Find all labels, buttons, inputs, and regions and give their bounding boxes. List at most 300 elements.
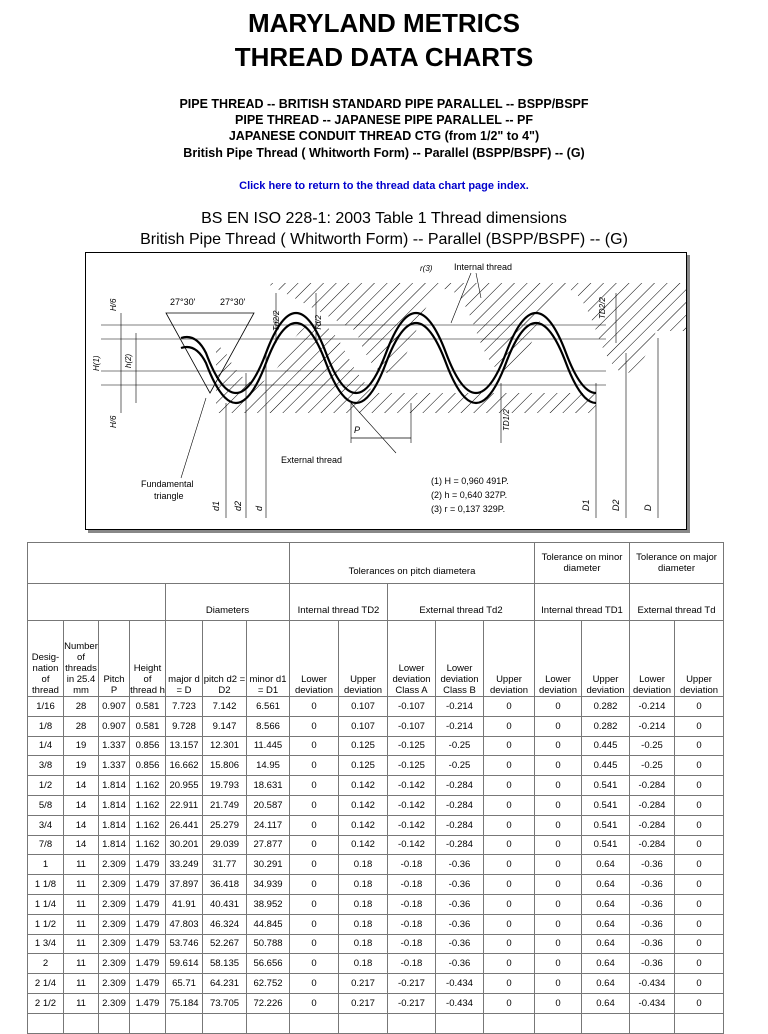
- label-H1: H(1): [92, 355, 101, 371]
- table-cell: 19: [64, 756, 99, 776]
- table-cell: -0.142: [388, 776, 436, 796]
- table-cell: -0.36: [436, 954, 484, 974]
- table-cell: 0.142: [339, 815, 388, 835]
- table-cell: 0: [675, 855, 724, 875]
- table-cell: 0: [675, 934, 724, 954]
- table-cell: 75.184: [166, 993, 203, 1013]
- table-cell: 0: [484, 716, 535, 736]
- table-cell: -0.18: [388, 914, 436, 934]
- table-cell: 1.337: [99, 756, 130, 776]
- table-cell: 0.64: [582, 855, 630, 875]
- table-cell: 1.814: [99, 815, 130, 835]
- note-h: (2) h = 0,640 327P.: [431, 490, 508, 500]
- table-cell: 1.479: [130, 875, 166, 895]
- col-lower-class-b: Lower deviation Class B: [436, 621, 484, 697]
- table-cell: 13.157: [166, 736, 203, 756]
- table-cell: 0: [290, 934, 339, 954]
- header-internal-td1: Internal thread TD1: [535, 584, 630, 621]
- table-cell: 1/16: [28, 697, 64, 717]
- table-cell: -0.284: [436, 835, 484, 855]
- thread-profile-diagram: [85, 252, 687, 530]
- table-cell: 0.64: [582, 875, 630, 895]
- table-cell: 0: [535, 776, 582, 796]
- table-cell: -0.25: [630, 736, 675, 756]
- thread-dimensions-table: [27, 542, 724, 1034]
- table-cell: 0: [290, 835, 339, 855]
- label-angle-right: 27°30': [220, 297, 246, 307]
- table-cell: 58.135: [203, 954, 247, 974]
- table-cell: 1 1/8: [28, 875, 64, 895]
- table-cell: 53.746: [166, 934, 203, 954]
- table-cell: -0.284: [630, 776, 675, 796]
- table-cell: 0.217: [339, 993, 388, 1013]
- table-cell: -0.107: [388, 697, 436, 717]
- label-h2: h(2): [124, 353, 133, 368]
- table-cell: 0.18: [339, 875, 388, 895]
- table-cell: 1 1/4: [28, 894, 64, 914]
- label-d2: d2: [233, 500, 243, 511]
- table-row: [28, 1013, 724, 1033]
- table-cell: 46.324: [203, 914, 247, 934]
- col-ext-td2-upper: Upper deviation: [484, 621, 535, 697]
- table-cell: 5/8: [28, 795, 64, 815]
- table-cell: 19.793: [203, 776, 247, 796]
- table-cell: 0: [290, 855, 339, 875]
- table-cell: 56.656: [247, 954, 290, 974]
- table-cell: 59.614: [166, 954, 203, 974]
- table-row: [28, 875, 724, 895]
- table-cell: 0: [290, 776, 339, 796]
- table-cell: 11: [64, 914, 99, 934]
- table-cell: -0.214: [436, 697, 484, 717]
- table-cell: 11: [64, 993, 99, 1013]
- table-cell: 0: [484, 795, 535, 815]
- table-cell: -0.36: [436, 894, 484, 914]
- table-cell: 0.18: [339, 855, 388, 875]
- table-cell: 0: [675, 835, 724, 855]
- table-cell: -0.214: [436, 716, 484, 736]
- table-row: [28, 716, 724, 736]
- table-cell: 22.911: [166, 795, 203, 815]
- table-cell: 3/8: [28, 756, 64, 776]
- table-cell: 50.788: [247, 934, 290, 954]
- table-cell: [535, 1013, 582, 1033]
- table-cell: -0.36: [630, 875, 675, 895]
- table-cell: 0: [484, 894, 535, 914]
- label-pitch-p: P: [354, 425, 361, 435]
- col-td-lower: Lower deviation: [630, 621, 675, 697]
- table-cell: 1/8: [28, 716, 64, 736]
- table-cell: -0.36: [630, 914, 675, 934]
- label-td2-half: Td2/2: [272, 310, 281, 331]
- table-cell: 14: [64, 795, 99, 815]
- col-td1-lower: Lower deviation: [535, 621, 582, 697]
- table-cell: 1.479: [130, 934, 166, 954]
- label-TD2-half: TD2/2: [598, 297, 607, 319]
- table-cell: [247, 1013, 290, 1033]
- table-cell: 1.479: [130, 914, 166, 934]
- table-cell: 0: [535, 736, 582, 756]
- table-cell: 11: [64, 894, 99, 914]
- table-cell: 11: [64, 974, 99, 994]
- section-heading-form: British Pipe Thread ( Whitworth Form) -- Parallel (BSPP/BSPF) -- (G): [140, 231, 628, 248]
- subtitle-bspp: PIPE THREAD -- BRITISH STANDARD PIPE PARALLEL -- BSPP/BSPF: [179, 97, 589, 111]
- table-cell: 0: [290, 795, 339, 815]
- table-cell: [203, 1013, 247, 1033]
- table-cell: 0: [484, 835, 535, 855]
- page-title-line1: MARYLAND METRICS: [247, 8, 521, 38]
- table-cell: 9.147: [203, 716, 247, 736]
- label-d1: d1: [211, 500, 221, 511]
- table-cell: -0.142: [388, 835, 436, 855]
- table-row: [28, 736, 724, 756]
- table-row: [28, 776, 724, 796]
- table-cell: 2 1/2: [28, 993, 64, 1013]
- table-cell: 0: [484, 815, 535, 835]
- table-row: [28, 954, 724, 974]
- subtitle-whitworth: British Pipe Thread ( Whitworth Form) -- Parallel (BSPP/BSPF) -- (G): [183, 146, 585, 160]
- table-cell: 11: [64, 855, 99, 875]
- label-r3: r(3): [420, 264, 433, 273]
- table-cell: -0.25: [630, 756, 675, 776]
- table-cell: 0: [290, 736, 339, 756]
- table-cell: 0: [290, 756, 339, 776]
- table-cell: -0.284: [630, 835, 675, 855]
- table-cell: 1.337: [99, 736, 130, 756]
- table-cell: -0.36: [630, 954, 675, 974]
- table-cell: 0: [484, 875, 535, 895]
- table-row: [28, 756, 724, 776]
- table-cell: -0.25: [436, 756, 484, 776]
- table-cell: 0.856: [130, 756, 166, 776]
- table-cell: -0.434: [630, 993, 675, 1013]
- table-cell: 0: [675, 795, 724, 815]
- table-cell: -0.142: [388, 815, 436, 835]
- table-cell: 0: [535, 993, 582, 1013]
- table-cell: 2 1/4: [28, 974, 64, 994]
- table-cell: -0.18: [388, 934, 436, 954]
- table-cell: 0: [675, 756, 724, 776]
- label-triangle: triangle: [154, 491, 184, 501]
- table-cell: -0.18: [388, 954, 436, 974]
- table-cell: 14: [64, 835, 99, 855]
- table-cell: -0.434: [436, 993, 484, 1013]
- table-cell: 0.142: [339, 776, 388, 796]
- table-row: [28, 974, 724, 994]
- table-cell: -0.284: [630, 795, 675, 815]
- table-cell: 0.856: [130, 736, 166, 756]
- page-title-line2: THREAD DATA CHARTS: [234, 42, 534, 72]
- table-cell: 0: [675, 993, 724, 1013]
- table-row: [28, 815, 724, 835]
- table-cell: 0.581: [130, 697, 166, 717]
- table-cell: 11: [64, 934, 99, 954]
- label-td-half: Td/2: [314, 314, 323, 331]
- table-row: [28, 855, 724, 875]
- header-blank-2: [28, 584, 166, 621]
- table-cell: 6.561: [247, 697, 290, 717]
- table-cell: -0.434: [630, 974, 675, 994]
- table-cell: [388, 1013, 436, 1033]
- table-cell: 0.18: [339, 894, 388, 914]
- label-D: D: [643, 504, 653, 511]
- table-cell: 1.479: [130, 954, 166, 974]
- table-cell: 0.541: [582, 815, 630, 835]
- table-cell: 44.845: [247, 914, 290, 934]
- table-header-columns-row: [28, 621, 724, 697]
- table-cell: 52.267: [203, 934, 247, 954]
- table-cell: 0: [484, 756, 535, 776]
- label-internal-thread: Internal thread: [454, 262, 513, 272]
- table-cell: 2.309: [99, 875, 130, 895]
- table-cell: 20.587: [247, 795, 290, 815]
- table-cell: [130, 1013, 166, 1033]
- table-cell: -0.142: [388, 795, 436, 815]
- table-cell: 0.107: [339, 716, 388, 736]
- label-h6-top: H/6: [109, 298, 118, 311]
- table-cell: 0.541: [582, 776, 630, 796]
- table-cell: 1.162: [130, 795, 166, 815]
- label-d: d: [254, 505, 264, 511]
- table-cell: 30.291: [247, 855, 290, 875]
- label-angle-left: 27°30': [170, 297, 196, 307]
- thread-index-link[interactable]: Click here to return to the thread data chart page index.: [239, 180, 529, 192]
- table-cell: 0.581: [130, 716, 166, 736]
- table-cell: 0: [290, 716, 339, 736]
- table-cell: 0.18: [339, 914, 388, 934]
- table-cell: -0.36: [630, 934, 675, 954]
- table-cell: [484, 1013, 535, 1033]
- table-cell: 1.814: [99, 795, 130, 815]
- table-row: [28, 934, 724, 954]
- table-cell: 29.039: [203, 835, 247, 855]
- table-cell: 7.723: [166, 697, 203, 717]
- table-cell: 18.631: [247, 776, 290, 796]
- table-cell: 11: [64, 875, 99, 895]
- table-cell: -0.214: [630, 716, 675, 736]
- table-cell: -0.125: [388, 736, 436, 756]
- table-cell: 0: [675, 974, 724, 994]
- subtitle-pf: PIPE THREAD -- JAPANESE PIPE PARALLEL -- PF: [235, 113, 533, 127]
- table-cell: 47.803: [166, 914, 203, 934]
- table-cell: [436, 1013, 484, 1033]
- table-cell: 0.907: [99, 697, 130, 717]
- table-cell: -0.25: [436, 736, 484, 756]
- table-cell: 0: [484, 934, 535, 954]
- table-cell: 14.95: [247, 756, 290, 776]
- table-cell: 0: [484, 954, 535, 974]
- table-cell: 0: [290, 993, 339, 1013]
- header-diameters: Diameters: [166, 584, 290, 621]
- label-D2: D2: [611, 499, 621, 511]
- table-cell: 1.814: [99, 776, 130, 796]
- table-cell: 0: [675, 736, 724, 756]
- thread-profile-svg: [86, 253, 686, 529]
- table-cell: 2.309: [99, 855, 130, 875]
- table-cell: 1 3/4: [28, 934, 64, 954]
- table-cell: 7.142: [203, 697, 247, 717]
- table-cell: 1.479: [130, 855, 166, 875]
- table-cell: 0: [484, 776, 535, 796]
- table-cell: 1.479: [130, 974, 166, 994]
- table-cell: 9.728: [166, 716, 203, 736]
- table-cell: 0: [484, 974, 535, 994]
- table-cell: 0.64: [582, 954, 630, 974]
- table-cell: 30.201: [166, 835, 203, 855]
- table-cell: 0: [484, 914, 535, 934]
- table-cell: -0.18: [388, 875, 436, 895]
- table-cell: -0.434: [436, 974, 484, 994]
- table-cell: 0.64: [582, 914, 630, 934]
- table-cell: 0: [290, 815, 339, 835]
- table-row: [28, 894, 724, 914]
- note-r: (3) r = 0,137 329P.: [431, 504, 506, 514]
- table-cell: 0: [290, 894, 339, 914]
- table-cell: -0.18: [388, 855, 436, 875]
- label-D1: D1: [581, 499, 591, 511]
- table-cell: 0: [535, 974, 582, 994]
- table-cell: -0.107: [388, 716, 436, 736]
- col-lower-class-a: Lower deviation Class A: [388, 621, 436, 697]
- table-cell: 0.282: [582, 716, 630, 736]
- label-TD1-half: TD1/2: [502, 409, 511, 431]
- table-cell: -0.284: [630, 815, 675, 835]
- table-row: [28, 795, 724, 815]
- table-cell: 0.907: [99, 716, 130, 736]
- table-cell: 0.64: [582, 974, 630, 994]
- table-cell: -0.284: [436, 795, 484, 815]
- header-external-td2: External thread Td2: [388, 584, 535, 621]
- header-blank: [28, 543, 290, 584]
- table-cell: 2.309: [99, 993, 130, 1013]
- table-cell: [675, 1013, 724, 1033]
- table-cell: 0: [290, 697, 339, 717]
- table-cell: 28: [64, 697, 99, 717]
- table-cell: -0.284: [436, 776, 484, 796]
- col-minor: minor d1 = D1: [247, 621, 290, 697]
- table-body: [28, 697, 724, 1034]
- table-cell: 15.806: [203, 756, 247, 776]
- table-cell: [28, 1013, 64, 1033]
- table-header-group-row: [28, 543, 724, 584]
- table-cell: -0.36: [630, 855, 675, 875]
- table-cell: [64, 1013, 99, 1033]
- col-pitch: Pitch P: [99, 621, 130, 697]
- table-cell: 0: [290, 875, 339, 895]
- table-cell: [582, 1013, 630, 1033]
- table-cell: -0.214: [630, 697, 675, 717]
- table-cell: 19: [64, 736, 99, 756]
- table-cell: 1.162: [130, 776, 166, 796]
- table-cell: [630, 1013, 675, 1033]
- table-cell: 0: [535, 815, 582, 835]
- table-cell: 1.814: [99, 835, 130, 855]
- table-cell: 0.541: [582, 795, 630, 815]
- table-cell: 0.282: [582, 697, 630, 717]
- table-cell: 0: [675, 776, 724, 796]
- col-td2-upper: Upper deviation: [339, 621, 388, 697]
- table-cell: -0.36: [436, 855, 484, 875]
- table-cell: 0: [484, 855, 535, 875]
- table-cell: 73.705: [203, 993, 247, 1013]
- header-internal-td2: Internal thread TD2: [290, 584, 388, 621]
- table-cell: 11: [64, 954, 99, 974]
- col-designation: Desig-nation of thread: [28, 621, 64, 697]
- table-cell: 7/8: [28, 835, 64, 855]
- table-cell: 0: [675, 954, 724, 974]
- table-cell: 16.662: [166, 756, 203, 776]
- table-cell: 41.91: [166, 894, 203, 914]
- table-cell: 0: [484, 736, 535, 756]
- table-cell: -0.217: [388, 974, 436, 994]
- col-major: major d = D: [166, 621, 203, 697]
- table-cell: 2.309: [99, 914, 130, 934]
- table-cell: 1.479: [130, 894, 166, 914]
- table-cell: 2.309: [99, 974, 130, 994]
- table-row: [28, 914, 724, 934]
- table-cell: 2.309: [99, 894, 130, 914]
- table-cell: [339, 1013, 388, 1033]
- table-cell: 0: [675, 914, 724, 934]
- header-external-td: External thread Td: [630, 584, 724, 621]
- table-cell: 0: [535, 795, 582, 815]
- table-cell: 0.142: [339, 835, 388, 855]
- table-cell: 25.279: [203, 815, 247, 835]
- header-minor-tolerance: Tolerance on minor diameter: [535, 543, 630, 584]
- label-external-thread: External thread: [281, 455, 343, 465]
- table-cell: 0: [290, 974, 339, 994]
- table-cell: 26.441: [166, 815, 203, 835]
- col-td-upper: Upper deviation: [675, 621, 724, 697]
- col-threads: Number of threads in 25.4 mm: [64, 621, 99, 697]
- table-cell: 64.231: [203, 974, 247, 994]
- table-cell: 0.64: [582, 993, 630, 1013]
- section-heading-standard: BS EN ISO 228-1: 2003 Table 1 Thread dimensions: [201, 210, 567, 227]
- table-cell: 27.877: [247, 835, 290, 855]
- table-cell: 0.125: [339, 756, 388, 776]
- table-cell: 33.249: [166, 855, 203, 875]
- subtitle-ctg: JAPANESE CONDUIT THREAD CTG (from 1/2" to 4"): [228, 129, 540, 143]
- label-h6-bottom: H/6: [109, 415, 118, 428]
- table-cell: 0: [675, 815, 724, 835]
- label-fundamental: Fundamental: [141, 479, 194, 489]
- table-cell: [290, 1013, 339, 1033]
- table-cell: 12.301: [203, 736, 247, 756]
- col-pitch-diameter: pitch d2 = D2: [203, 621, 247, 697]
- table-row: [28, 697, 724, 717]
- table-cell: -0.36: [436, 875, 484, 895]
- header-pitch-tolerances: Tolerances on pitch diametera: [290, 543, 535, 584]
- table-cell: 0.125: [339, 736, 388, 756]
- table-cell: 31.77: [203, 855, 247, 875]
- table-cell: 62.752: [247, 974, 290, 994]
- table-cell: 36.418: [203, 875, 247, 895]
- table-cell: 20.955: [166, 776, 203, 796]
- table-cell: 0: [535, 855, 582, 875]
- table-cell: 8.566: [247, 716, 290, 736]
- table-cell: 0.217: [339, 974, 388, 994]
- table-cell: 1.162: [130, 815, 166, 835]
- table-header-subgroup-row: [28, 584, 724, 621]
- table-cell: 0.541: [582, 835, 630, 855]
- table-cell: 28: [64, 716, 99, 736]
- table-cell: [166, 1013, 203, 1033]
- table-cell: 24.117: [247, 815, 290, 835]
- table-cell: 0: [290, 914, 339, 934]
- table-cell: -0.125: [388, 756, 436, 776]
- table-cell: 0: [675, 716, 724, 736]
- table-cell: 2: [28, 954, 64, 974]
